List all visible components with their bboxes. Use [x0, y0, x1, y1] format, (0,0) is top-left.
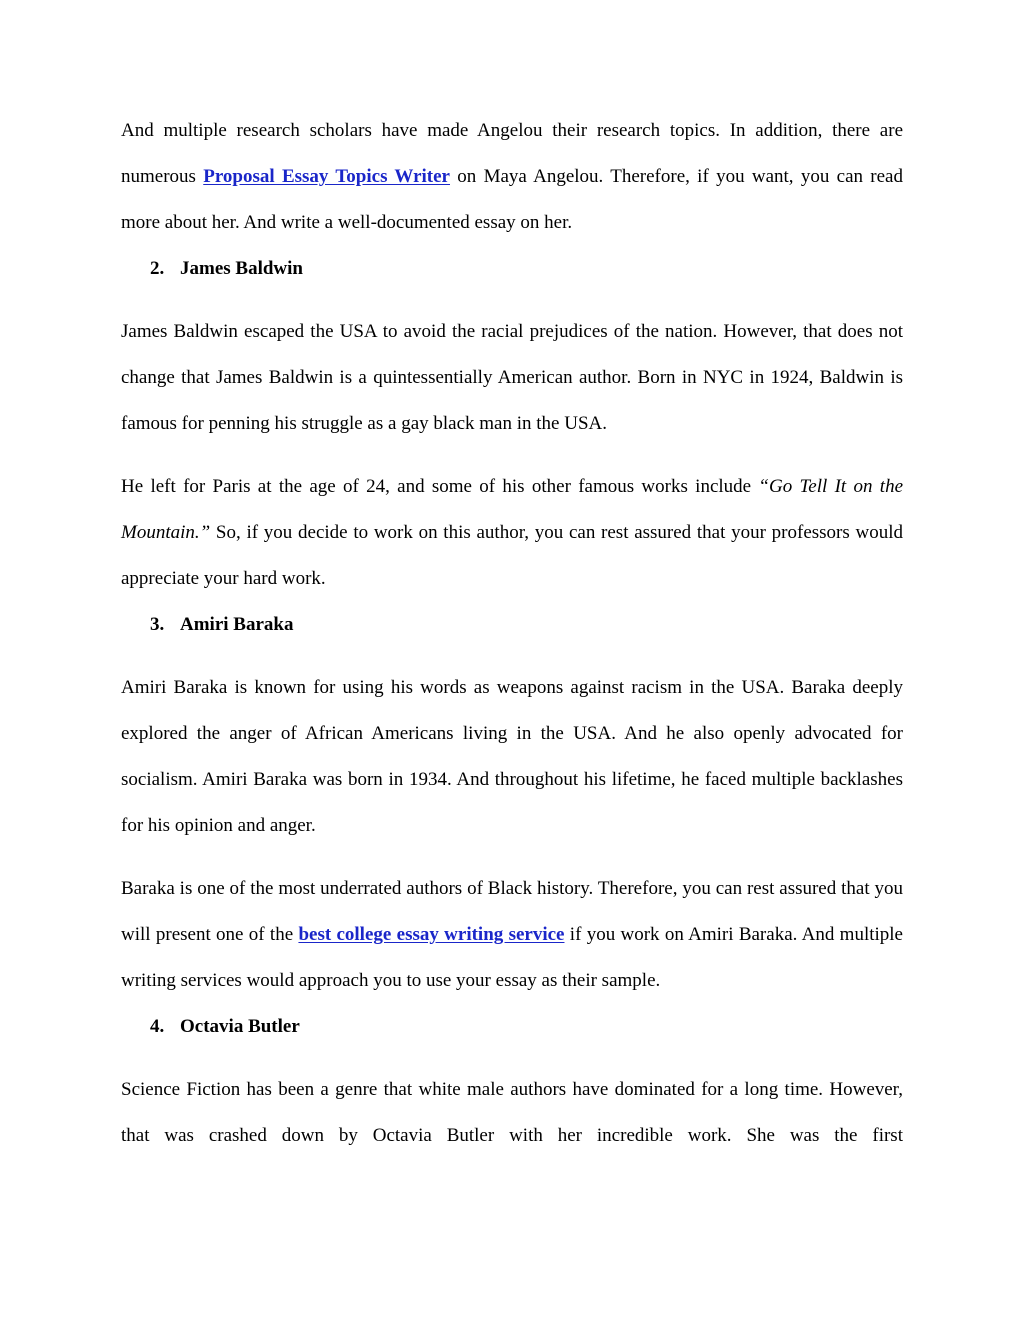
intro-text-1: And multiple research scholars have made Angelou their research topics. In addition, there are numerous	[121, 120, 903, 187]
baraka-p2-text-1: Baraka is one of the most underrated authors of Black history. Therefore, you can rest assured that you will present one of the	[121, 878, 903, 945]
intro-text-2: on Maya Angelou. Therefore, if you want, you can read more about her. And write a well-documented essay on her.	[121, 166, 903, 233]
section-title: James Baldwin	[180, 258, 303, 279]
baldwin-paragraph-2	[121, 464, 903, 602]
section-title: Octavia Butler	[180, 1016, 300, 1037]
section-title: Amiri Baraka	[180, 614, 294, 635]
section-number: 3.	[150, 614, 165, 635]
document-page	[121, 108, 903, 1159]
section-heading-baldwin	[121, 246, 903, 292]
section-number: 2.	[150, 258, 165, 279]
section-heading-baraka	[121, 602, 903, 648]
proposal-essay-topics-link[interactable]: Proposal Essay Topics Writer	[203, 166, 450, 187]
baldwin-book-title: “Go Tell It on the Mountain.”	[121, 476, 904, 543]
section-heading-butler	[121, 1004, 903, 1050]
butler-paragraph-1: Science Fiction has been a genre that white male authors have dominated for a long time. However, that was crashed down by Octavia Butler with her incredible work. She was the first	[121, 1079, 903, 1146]
section-number: 4.	[150, 1016, 165, 1037]
baldwin-paragraph-1: James Baldwin escaped the USA to avoid the racial prejudices of the nation. However, that does not change that James Baldwin is a quintessentially American author. Born in NYC in 1924, Baldwin is famous for penning his struggle as a gay black man in the USA.	[121, 321, 903, 434]
baraka-paragraph-2	[121, 866, 903, 1004]
baldwin-p2-text-1: He left for Paris at the age of 24, and some of his other famous works include	[121, 476, 759, 497]
intro-paragraph	[121, 108, 903, 246]
baraka-paragraph-1: Amiri Baraka is known for using his words as weapons against racism in the USA. Baraka deeply explored the anger of African Americans living in the USA. And he also openly advocated for socialism. Amiri Baraka was born in 1934. And throughout his lifetime, he faced multiple backlashes for his opinion and anger.	[121, 677, 903, 836]
best-college-essay-writing-service-link[interactable]: best college essay writing service	[298, 924, 565, 945]
baldwin-p2-text-2: So, if you decide to work on this author, you can rest assured that your professors would appreciate your hard work.	[121, 522, 903, 589]
baraka-p2-text-2: if you work on Amiri Baraka. And multiple writing services would approach you to use your essay as their sample.	[121, 924, 903, 991]
